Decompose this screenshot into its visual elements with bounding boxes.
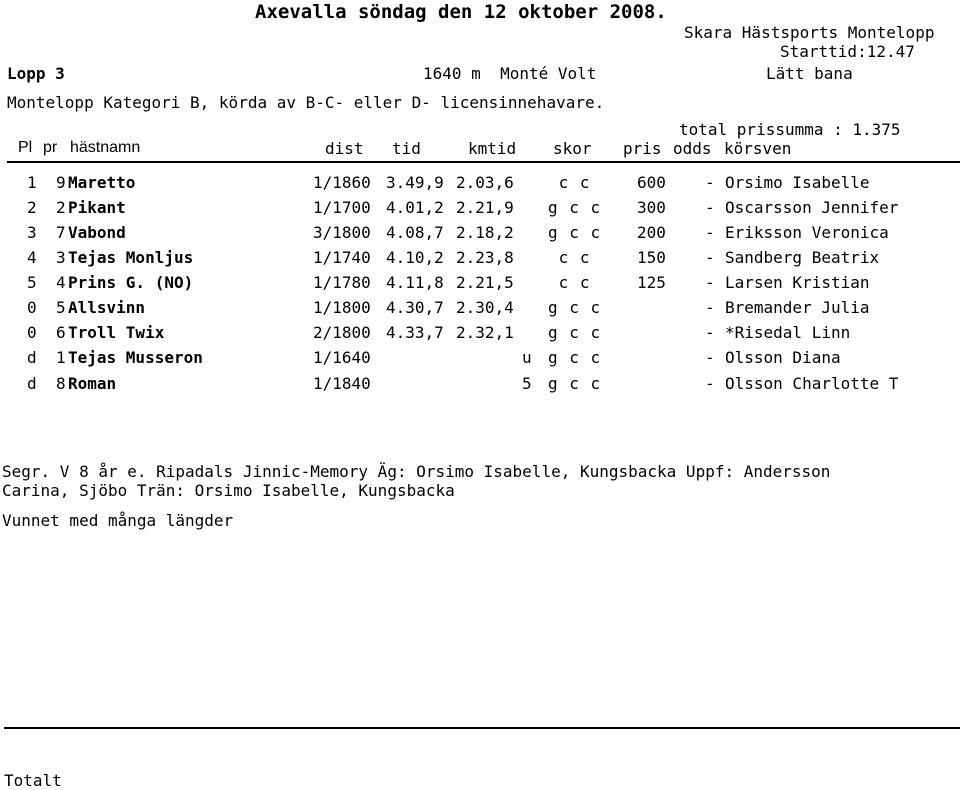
- cell-odds: -: [705, 273, 715, 292]
- cell-driver: Olsson Charlotte T: [725, 374, 899, 393]
- cell-dist: 2/1800: [313, 323, 371, 342]
- cell-skor: g c c: [548, 374, 602, 393]
- cell-skor: c c: [548, 273, 591, 292]
- cell-pr: 9: [56, 173, 66, 192]
- cell-pris: 200: [637, 223, 666, 242]
- cell-kmtid: 2.21,9: [456, 198, 514, 217]
- cell-pr: 7: [56, 223, 66, 242]
- cell-dist: 1/1640: [313, 348, 371, 367]
- cell-horse-name: Vabond: [68, 223, 126, 242]
- cell-dist: 1/1800: [313, 298, 371, 317]
- organizer: Skara Hästsports Montelopp: [684, 23, 935, 42]
- col-tid: tid: [392, 139, 421, 158]
- start-time: Starttid:12.47: [780, 42, 915, 61]
- col-name: hästnamn: [70, 139, 141, 156]
- cell-driver: Sandberg Beatrix: [725, 248, 880, 267]
- cell-driver: Larsen Kristian: [725, 273, 870, 292]
- footer-divider: [4, 727, 960, 729]
- race-label: Lopp 3: [7, 64, 65, 83]
- cell-kmtid: 2.18,2: [456, 223, 514, 242]
- cell-tid: 4.10,2: [386, 248, 444, 267]
- cell-odds: -: [705, 374, 715, 393]
- cell-odds: -: [705, 248, 715, 267]
- cell-odds: -: [705, 348, 715, 367]
- cell-dist: 1/1840: [313, 374, 371, 393]
- cell-kmtid: 2.03,6: [456, 173, 514, 192]
- cell-pr: 8: [56, 374, 66, 393]
- cell-driver: Eriksson Veronica: [725, 223, 889, 242]
- cell-odds: -: [705, 173, 715, 192]
- cell-horse-name: Maretto: [68, 173, 136, 192]
- cell-pr: 6: [56, 323, 66, 342]
- table-row: [0, 172, 960, 194]
- header-divider: [7, 161, 960, 163]
- cell-horse-name: Pikant: [68, 198, 126, 217]
- cell-driver: *Risedal Linn: [725, 323, 851, 342]
- total-prize: total prissumma : 1.375: [679, 120, 901, 139]
- cell-tid: 3.49,9: [386, 173, 444, 192]
- cell-odds: -: [705, 198, 715, 217]
- cell-dist: 3/1800: [313, 223, 371, 242]
- race-description: Montelopp Kategori B, körda av B-C- eller D- licensinnehavare.: [7, 93, 605, 112]
- table-row: [0, 247, 960, 269]
- cell-skor: g c c: [548, 323, 602, 342]
- col-skor: skor: [553, 139, 592, 158]
- cell-driver: Oscarsson Jennifer: [725, 198, 899, 217]
- table-row: [0, 322, 960, 344]
- cell-horse-name: Tejas Monljus: [68, 248, 194, 267]
- cell-kmtid-note: u: [522, 348, 532, 367]
- cell-dist: 1/1780: [313, 273, 371, 292]
- total-label: Totalt: [4, 771, 62, 790]
- col-pl: Pl: [18, 139, 33, 156]
- cell-kmtid: 2.23,8: [456, 248, 514, 267]
- cell-skor: g c c: [548, 198, 602, 217]
- table-row: [0, 347, 960, 369]
- col-pr: pr: [43, 139, 58, 156]
- cell-pris: 300: [637, 198, 666, 217]
- cell-kmtid: 2.30,4: [456, 298, 514, 317]
- cell-dist: 1/1740: [313, 248, 371, 267]
- cell-pl: 0: [27, 298, 37, 317]
- cell-horse-name: Prins G. (NO): [68, 273, 194, 292]
- table-row: [0, 297, 960, 319]
- col-odds: odds: [673, 139, 712, 158]
- cell-dist: 1/1700: [313, 198, 371, 217]
- cell-horse-name: Troll Twix: [68, 323, 165, 342]
- page-title: Axevalla söndag den 12 oktober 2008.: [255, 1, 667, 23]
- cell-driver: Olsson Diana: [725, 348, 841, 367]
- cell-horse-name: Allsvinn: [68, 298, 146, 317]
- cell-pris: 125: [637, 273, 666, 292]
- cell-tid: 4.08,7: [386, 223, 444, 242]
- table-row: [0, 373, 960, 395]
- cell-pl: d: [27, 348, 37, 367]
- winner-info-line-1: Segr. V 8 år e. Ripadals Jinnic-Memory Äg: Orsimo Isabelle, Kungsbacka Uppf: Andersson: [2, 462, 831, 481]
- cell-odds: -: [705, 323, 715, 342]
- race-distance: 1640 m Monté Volt: [423, 64, 597, 83]
- cell-odds: -: [705, 223, 715, 242]
- race-comment: Vunnet med många längder: [2, 511, 234, 530]
- cell-pris: 600: [637, 173, 666, 192]
- cell-kmtid: 2.32,1: [456, 323, 514, 342]
- cell-horse-name: Roman: [68, 374, 117, 393]
- cell-pr: 3: [56, 248, 66, 267]
- col-kmtid: kmtid: [468, 139, 517, 158]
- col-pris: pris: [623, 139, 662, 158]
- cell-tid: 4.30,7: [386, 298, 444, 317]
- table-row: [0, 222, 960, 244]
- table-row: [0, 272, 960, 294]
- cell-pl: 2: [27, 198, 37, 217]
- cell-kmtid: 2.21,5: [456, 273, 514, 292]
- cell-odds: -: [705, 298, 715, 317]
- cell-pl: 5: [27, 273, 37, 292]
- cell-horse-name: Tejas Musseron: [68, 348, 203, 367]
- cell-pr: 5: [56, 298, 66, 317]
- table-row: [0, 197, 960, 219]
- cell-pl: 3: [27, 223, 37, 242]
- col-dist: dist: [325, 139, 364, 158]
- cell-tid: 4.33,7: [386, 323, 444, 342]
- cell-skor: g c c: [548, 348, 602, 367]
- cell-pr: 1: [56, 348, 66, 367]
- cell-dist: 1/1860: [313, 173, 371, 192]
- cell-skor: g c c: [548, 223, 602, 242]
- cell-skor: c c: [548, 248, 591, 267]
- cell-driver: Bremander Julia: [725, 298, 870, 317]
- cell-skor: c c: [548, 173, 591, 192]
- cell-pl: 1: [27, 173, 37, 192]
- cell-driver: Orsimo Isabelle: [725, 173, 870, 192]
- cell-kmtid-note: 5: [522, 374, 532, 393]
- cell-pl: 0: [27, 323, 37, 342]
- col-driver: körsven: [724, 139, 792, 158]
- cell-pr: 2: [56, 198, 66, 217]
- cell-tid: 4.11,8: [386, 273, 444, 292]
- winner-info-line-2: Carina, Sjöbo Trän: Orsimo Isabelle, Kungsbacka: [2, 481, 455, 500]
- track-condition: Lätt bana: [766, 64, 853, 83]
- cell-pr: 4: [56, 273, 66, 292]
- cell-pl: d: [27, 374, 37, 393]
- cell-pl: 4: [27, 248, 37, 267]
- cell-pris: 150: [637, 248, 666, 267]
- cell-tid: 4.01,2: [386, 198, 444, 217]
- cell-skor: g c c: [548, 298, 602, 317]
